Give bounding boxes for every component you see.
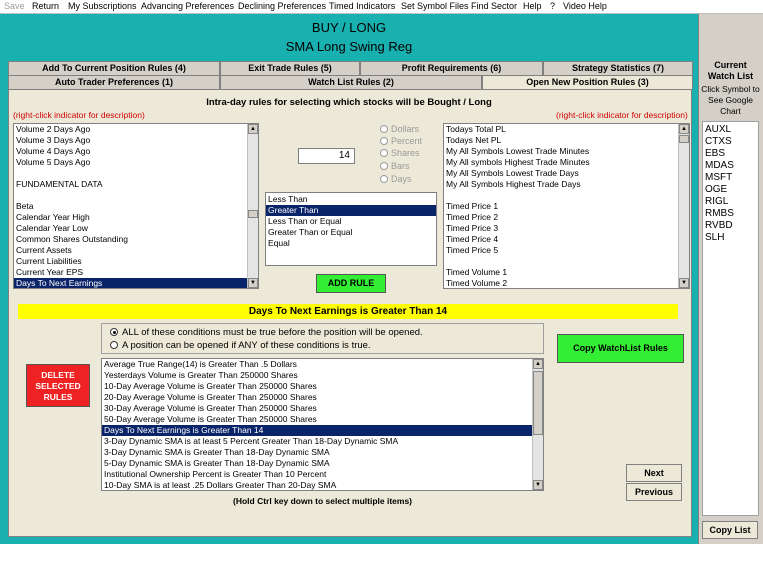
next-button[interactable]: Next: [626, 464, 682, 482]
watch-symbol[interactable]: RMBS: [705, 208, 734, 219]
indicator-item[interactable]: Volume 2 Days Ago: [16, 124, 91, 134]
watch-symbol[interactable]: CTXS: [705, 136, 732, 147]
scroll-thumb[interactable]: [679, 135, 689, 143]
indicator-item[interactable]: Common Shares Outstanding: [16, 234, 128, 244]
radio-days[interactable]: Days: [380, 174, 412, 184]
indicator-item[interactable]: My All Symbols Lowest Trade Minutes: [446, 146, 590, 156]
rule-item[interactable]: 3-Day Dynamic SMA is at least 5 Percent Greater Than 18-Day Dynamic SMA: [104, 436, 399, 446]
tab-profit-requirements[interactable]: Profit Requirements (6): [360, 61, 543, 75]
radio-selected-icon: [110, 328, 118, 336]
indicator-item[interactable]: Volume 3 Days Ago: [16, 135, 91, 145]
watch-symbol[interactable]: EBS: [705, 148, 726, 159]
indicator-item[interactable]: Timed Price 3: [446, 223, 499, 233]
scroll-thumb[interactable]: [248, 210, 258, 218]
rule-item[interactable]: Average True Range(14) is Greater Than .5 Dollars: [104, 359, 297, 369]
radio-circle-icon: [380, 125, 388, 133]
page-title: BUY / LONG: [311, 20, 387, 35]
previous-button[interactable]: Previous: [626, 483, 682, 501]
indicator-item[interactable]: [14, 190, 258, 201]
watch-symbol-list[interactable]: [702, 121, 759, 516]
watch-symbol[interactable]: MDAS: [705, 160, 734, 171]
indicator-item[interactable]: Timed Price 5: [446, 245, 499, 255]
watch-symbol[interactable]: OGE: [705, 184, 728, 195]
tab-exit-trade-rules[interactable]: Exit Trade Rules (5): [220, 61, 360, 75]
indicator-item[interactable]: Current Liabilities: [16, 256, 82, 266]
indicator-item[interactable]: My All Symbols Lowest Trade Days: [446, 168, 579, 178]
menu-timed-indicators[interactable]: Timed Indicators: [329, 1, 396, 11]
indicator-item[interactable]: Todays Net PL: [446, 135, 502, 145]
copy-list-button[interactable]: Copy List: [702, 521, 758, 539]
tab-open-new-position-rules[interactable]: Open New Position Rules (3): [482, 75, 693, 89]
radio-any-condition[interactable]: A position can be opened if ANY of these conditions is true.: [110, 340, 371, 351]
tab-strategy-statistics[interactable]: Strategy Statistics (7): [543, 61, 693, 75]
operator-list[interactable]: [265, 192, 437, 266]
rules-list[interactable]: [101, 358, 544, 491]
indicator-item[interactable]: Current Assets: [16, 245, 72, 255]
radio-circle-icon: [380, 137, 388, 145]
watch-symbol[interactable]: MSFT: [705, 172, 733, 183]
radio-all-conditions[interactable]: ALL of these conditions must be true before the position will be opened.: [110, 327, 423, 338]
indicator-item[interactable]: [14, 168, 258, 179]
indicator-item[interactable]: Timed Price 1: [446, 201, 499, 211]
indicator-item[interactable]: My All Symbols Highest Trade Days: [446, 179, 581, 189]
menu-return[interactable]: Return: [32, 1, 60, 11]
add-rule-button[interactable]: ADD RULE: [316, 274, 386, 293]
indicator-item[interactable]: Beta: [16, 201, 34, 211]
menu-bar: [0, 0, 763, 14]
watch-symbol[interactable]: RIGL: [705, 196, 729, 207]
tab-auto-trader-preferences[interactable]: Auto Trader Preferences (1): [8, 75, 220, 89]
scroll-up-icon[interactable]: ▲: [533, 359, 543, 369]
rule-item[interactable]: 3-Day Dynamic SMA is Greater Than 18-Day Dynamic SMA: [104, 447, 330, 457]
indicator-item[interactable]: FUNDAMENTAL DATA: [16, 179, 103, 189]
watch-symbol[interactable]: AUXL: [705, 124, 732, 135]
radio-circle-icon: [110, 341, 118, 349]
indicator-item[interactable]: [444, 256, 689, 267]
indicator-list-right[interactable]: [443, 123, 690, 289]
operator-item[interactable]: Less Than or Equal: [268, 216, 342, 226]
indicator-item[interactable]: Todays Total PL: [446, 124, 506, 134]
menu-my-subscriptions[interactable]: My Subscriptions: [68, 1, 137, 11]
scroll-down-icon[interactable]: ▼: [679, 278, 689, 288]
radio-dollars[interactable]: Dollars: [380, 124, 419, 134]
operator-item[interactable]: Greater Than or Equal: [268, 227, 353, 237]
scrollbar[interactable]: [532, 359, 543, 490]
menu-save[interactable]: Save: [4, 1, 25, 11]
rule-item[interactable]: 30-Day Average Volume is Greater Than 250000 Shares: [104, 403, 317, 413]
indicator-item[interactable]: Calendar Year High: [16, 212, 90, 222]
ctrl-hint: (Hold Ctrl key down to select multiple items): [233, 496, 412, 506]
radio-circle-icon: [380, 162, 388, 170]
indicator-item[interactable]: Timed Volume 2: [446, 278, 508, 288]
indicator-item[interactable]: Timed Price 2: [446, 212, 499, 222]
rule-preview: Days To Next Earnings is Greater Than 14: [18, 304, 678, 319]
delete-selected-rules-button[interactable]: DELETE SELECTED RULES: [26, 364, 90, 407]
operator-item[interactable]: Equal: [268, 238, 290, 248]
copy-watchlist-rules-button[interactable]: Copy WatchList Rules: [557, 334, 684, 363]
indicator-item[interactable]: [444, 190, 689, 201]
rule-item[interactable]: 20-Day Average Volume is Greater Than 250000 Shares: [104, 392, 317, 402]
tab-add-to-current-position[interactable]: Add To Current Position Rules (4): [8, 61, 220, 75]
indicator-item[interactable]: Timed Price 4: [446, 234, 499, 244]
scrollbar[interactable]: [678, 124, 689, 288]
watch-list-hint: Click Symbol to See Google Chart: [701, 84, 760, 116]
indicator-item[interactable]: Volume 4 Days Ago: [16, 146, 91, 156]
menu-question[interactable]: ?: [550, 1, 556, 11]
menu-help[interactable]: Help: [523, 1, 542, 11]
radio-percent[interactable]: Percent: [380, 136, 422, 146]
menu-find-sector[interactable]: Find Sector: [471, 1, 518, 11]
scroll-down-icon[interactable]: ▼: [533, 480, 543, 490]
menu-advancing-preferences[interactable]: Advancing Preferences: [141, 1, 235, 11]
radio-bars[interactable]: Bars: [380, 161, 410, 171]
rule-item[interactable]: Days To Next Earnings is Greater Than 14: [102, 425, 543, 436]
page-subtitle: SMA Long Swing Reg: [285, 39, 413, 54]
hint-right: (right-click indicator for description): [556, 110, 688, 120]
scrollbar[interactable]: [247, 124, 258, 288]
rule-item[interactable]: Yesterdays Volume is Greater Than 250000 Shares: [104, 370, 298, 380]
scroll-up-icon[interactable]: ▲: [248, 124, 258, 134]
watch-symbol[interactable]: RVBD: [705, 220, 733, 231]
menu-video-help[interactable]: Video Help: [563, 1, 607, 11]
indicator-item[interactable]: My All symbols Highest Trade Minutes: [446, 157, 590, 167]
operator-item[interactable]: Greater Than: [266, 205, 436, 216]
radio-circle-icon: [380, 175, 388, 183]
panel-heading: Intra-day rules for selecting which stocks will be Bought / Long: [206, 97, 492, 108]
radio-shares[interactable]: Shares: [380, 148, 420, 158]
tab-watch-list-rules[interactable]: Watch List Rules (2): [220, 75, 482, 89]
watch-list-header: Current Watch List: [707, 60, 754, 81]
scroll-down-icon[interactable]: ▼: [248, 278, 258, 288]
rule-item[interactable]: 5-Day Dynamic SMA is Greater Than 18-Day Dynamic SMA: [104, 458, 330, 468]
radio-circle-icon: [380, 149, 388, 157]
menu-declining-preferences[interactable]: Declining Preferences: [238, 1, 327, 11]
value-input[interactable]: 14: [298, 148, 355, 164]
menu-set-symbol-files[interactable]: Set Symbol Files: [401, 1, 469, 11]
indicator-item[interactable]: Current Year EPS: [16, 267, 84, 277]
operator-item[interactable]: Less Than: [268, 194, 308, 204]
condition-group: [101, 323, 544, 354]
rule-item[interactable]: Institutional Ownership Percent is Greater Than 10 Percent: [104, 469, 327, 479]
scroll-thumb[interactable]: [533, 371, 543, 435]
indicator-item[interactable]: Calendar Year Low: [16, 223, 88, 233]
indicator-item[interactable]: Days To Next Earnings: [14, 278, 258, 289]
indicator-item[interactable]: Volume 5 Days Ago: [16, 157, 91, 167]
rule-item[interactable]: 50-Day Average Volume is Greater Than 250000 Shares: [104, 414, 317, 424]
rule-item[interactable]: 10-Day SMA is at least .25 Dollars Greater Than 20-Day SMA: [104, 480, 337, 490]
watch-symbol[interactable]: SLH: [705, 232, 725, 243]
rule-item[interactable]: 10-Day Average Volume is Greater Than 250000 Shares: [104, 381, 317, 391]
hint-left: (right-click indicator for description): [13, 110, 145, 120]
indicator-list-left[interactable]: [13, 123, 259, 289]
scroll-up-icon[interactable]: ▲: [679, 124, 689, 134]
indicator-item[interactable]: Timed Volume 1: [446, 267, 508, 277]
